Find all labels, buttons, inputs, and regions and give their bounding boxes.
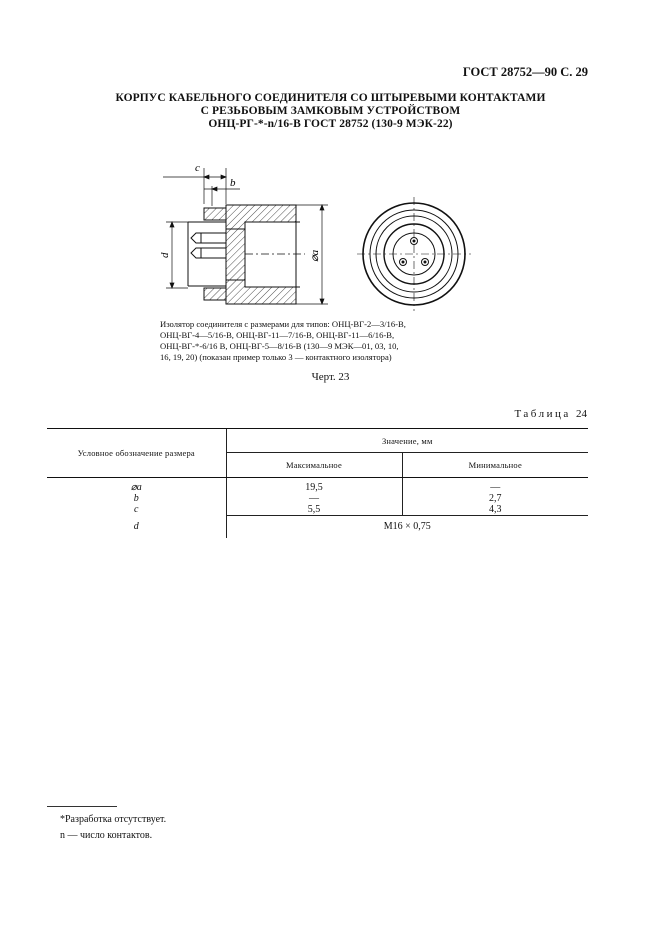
row-symbol: ⌀a (130, 482, 142, 493)
dim-d-label: d (159, 252, 171, 258)
header-value: Значение, мм (226, 429, 588, 453)
dimensions-table (47, 428, 588, 538)
row-max: 19,5 (226, 478, 402, 494)
table-label-word: Таблица (514, 408, 571, 420)
front-view (357, 197, 471, 311)
table-label-number: 24 (576, 408, 587, 420)
row-d-symbol: d (133, 521, 139, 532)
row-symbol: b (133, 493, 139, 504)
footnote-rule (47, 806, 117, 807)
row-symbol: c (134, 504, 139, 516)
row-max: 5,5 (226, 504, 402, 516)
dim-b-label: b (230, 177, 236, 189)
header-min: Минимальное (402, 453, 588, 478)
row-min: — (402, 478, 588, 494)
footnote-1: *Разработка отсутствует. (60, 814, 167, 825)
caption-line: Изолятор соединителя с размерами для типов: ОНЦ-ВГ-2—3/16-В, (160, 319, 406, 329)
header-designation: Условное обозначение размера (47, 429, 226, 478)
title-line-2: С РЕЗЬБОВЫМ ЗАМКОВЫМ УСТРОЙСТВОМ (200, 105, 461, 117)
caption-line: ОНЦ-ВГ-4—5/16-В, ОНЦ-ВГ-11—7/16-В, ОНЦ-ВГ-11—6/16-В, (160, 330, 395, 340)
title-line-3: ОНЦ-РГ-*-n/16-В ГОСТ 28752 (130-9 МЭК-22) (208, 118, 453, 130)
row-min: 4,3 (402, 504, 588, 516)
figure-label: Черт. 23 (311, 371, 350, 383)
caption-line: ОНЦ-ВГ-*-6/16 В, ОНЦ-ВГ-5—8/16-В (130—9 МЭК—01, 03, 10, (160, 341, 399, 351)
dim-c-label: c (195, 162, 200, 174)
standard-reference: ГОСТ 28752—90 С. 29 (462, 65, 588, 79)
caption-line: 16, 19, 20) (показан пример только 3 — контактного изолятора) (160, 352, 392, 362)
side-section-view (188, 205, 305, 304)
connector-drawing (0, 0, 661, 330)
dim-a-label: ⌀a (309, 249, 321, 262)
row-min: 2,7 (402, 493, 588, 504)
title-line-1: КОРПУС КАБЕЛЬНОГО СОЕДИНИТЕЛЯ СО ШТЫРЕВЫМИ КОНТАКТАМИ (115, 92, 546, 104)
drawing-caption (160, 319, 510, 363)
table-label (0, 408, 587, 420)
row-max: — (226, 493, 402, 504)
footnote-2: n — число контактов. (60, 830, 153, 841)
row-d-value: М16 × 0,75 (226, 516, 588, 538)
header-max: Максимальное (226, 453, 402, 478)
